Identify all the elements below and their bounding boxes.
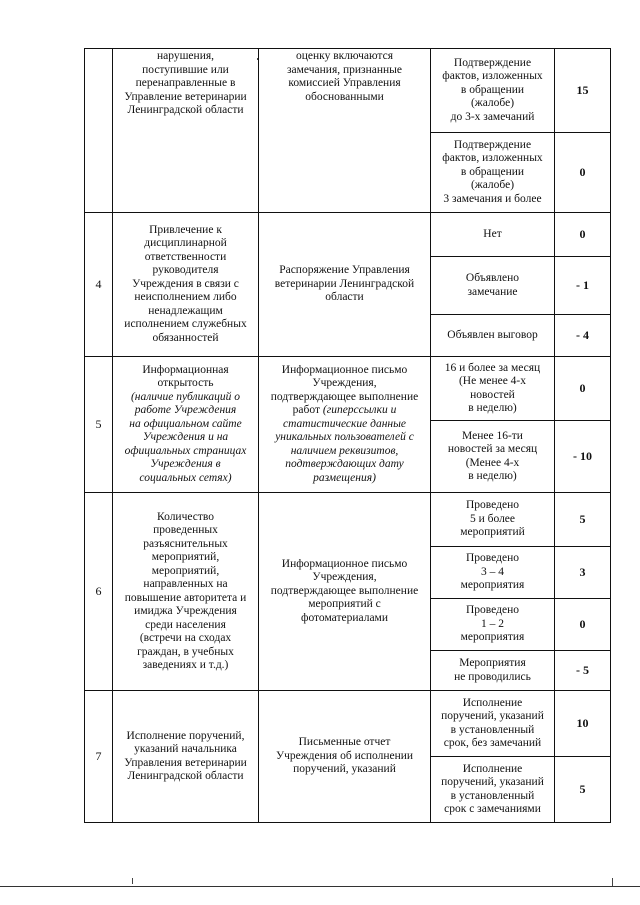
source-line: Информационное письмо (281, 557, 408, 570)
indicator-line: перенаправленные в (135, 77, 236, 89)
score-cell: - 4 (555, 315, 611, 357)
criterion-line: 5 и более (469, 512, 516, 525)
indicator-note-line: Учреждения и на (142, 431, 229, 444)
criterion-cell (431, 315, 555, 357)
criterion-line: 3 замечания и более (443, 192, 542, 205)
criterion-line: фактов, изложенных (442, 152, 543, 165)
criterion-line: срок, без замечаний (443, 737, 542, 749)
criterion-cell (431, 213, 555, 257)
source-line: замечания, признанные (287, 63, 402, 76)
indicator-note-line: (наличие публикаций о (130, 390, 241, 403)
score-cell: 0 (555, 599, 611, 651)
table-row (85, 691, 611, 757)
source-line (262, 404, 427, 418)
indicator-line: среди населения (145, 618, 226, 631)
source-line: подтверждающее выполнение (270, 584, 419, 597)
indicator-line: дисциплинарной (144, 237, 227, 250)
criterion-line: 1 – 2 (481, 617, 504, 630)
criterion-line: до 3-х замечаний (450, 110, 535, 123)
indicator-line: Управления ветеринарии (124, 756, 247, 769)
criterion-line: мероприятия (460, 579, 525, 592)
row-number-cell: 5 (85, 357, 113, 493)
indicator-line: открытость (157, 377, 214, 390)
criterion-line: в неделю) (468, 402, 517, 414)
indicator-cell (113, 691, 259, 823)
source-cell (259, 357, 431, 493)
criterion-line: мероприятий (460, 526, 525, 539)
indicator-note-line: на официальном сайте (129, 417, 242, 430)
score-cell: 0 (555, 133, 611, 213)
indicator-line: повышение авторитета и (124, 591, 247, 604)
criterion-line: Нет (483, 227, 502, 240)
indicator-cell (113, 213, 259, 357)
indicator-line: Исполнение поручений, (126, 729, 245, 742)
score-cell: - 10 (555, 421, 611, 493)
source-cell (259, 49, 431, 213)
scan-speck (257, 58, 258, 60)
source-line: оценку включаются (295, 50, 393, 62)
row-number-cell: 6 (85, 493, 113, 691)
criterion-line: новостей (470, 388, 515, 401)
indicator-line: Управление ветеринарии (124, 90, 247, 103)
indicator-line: неисполнением либо (134, 291, 237, 304)
source-line-text: работ (292, 404, 321, 417)
table-row (85, 49, 611, 133)
criterion-line: (жалобе) (470, 97, 515, 110)
indicator-line: мероприятий, (151, 551, 220, 563)
row-number-cell (85, 49, 113, 213)
criterion-line: Исполнение (462, 762, 523, 775)
row-number-cell: 4 (85, 213, 113, 357)
source-line: области (325, 291, 364, 304)
source-line: Распоряжение Управления (279, 264, 410, 277)
indicator-line: руководителя (152, 264, 219, 277)
source-note-line: уникальных пользователей с (275, 431, 414, 444)
indicator-note-line: официальных страницах (124, 444, 247, 457)
scan-speck (612, 878, 613, 886)
source-line: поручений, указаний (293, 763, 396, 776)
score-cell: 0 (555, 213, 611, 257)
source-line: фотоматериалами (301, 611, 388, 624)
criterion-cell (431, 691, 555, 757)
criterion-line: 3 – 4 (481, 565, 504, 578)
indicator-line: указаний начальника (134, 743, 237, 755)
source-note-line: подтверждающих дату (285, 458, 404, 471)
criterion-line: срок с замечаниями (444, 803, 541, 815)
indicator-line: Ленинградской области (127, 770, 244, 782)
indicator-line: имиджа Учреждения (134, 605, 237, 617)
criterion-line: Менее 16-ти (462, 429, 523, 442)
indicator-line: нарушения, (156, 50, 215, 62)
table-row (85, 493, 611, 547)
criterion-cell (431, 599, 555, 651)
criterion-line: в установленный (450, 789, 535, 802)
indicator-line: Информационная (142, 363, 229, 376)
indicator-line: ненадлежащим (148, 304, 223, 317)
criterion-cell (431, 133, 555, 213)
indicator-line: мероприятий, (151, 564, 220, 577)
score-cell: 3 (555, 547, 611, 599)
indicator-line: Привлечение к (149, 223, 222, 236)
indicator-line: Учреждения в связи с (132, 277, 239, 290)
criterion-cell (431, 257, 555, 315)
indicator-line: ответственности (144, 250, 227, 263)
source-note-line: размещения) (313, 471, 376, 484)
indicator-line: обязанностей (152, 331, 219, 344)
score-cell: 5 (555, 757, 611, 823)
source-line: комиссией Управления (288, 77, 401, 89)
source-line: ветеринарии Ленинградской (274, 277, 415, 290)
criterion-cell (431, 357, 555, 421)
indicator-note-line: работе Учреждения (134, 404, 237, 417)
criterion-cell (431, 493, 555, 547)
criterion-line: фактов, изложенных (442, 70, 543, 83)
indicator-line: Количество (157, 510, 214, 523)
table-row (85, 213, 611, 257)
indicator-note-line: Учреждения в (150, 458, 221, 471)
criterion-line: Проведено (466, 499, 519, 512)
score-cell: 5 (555, 493, 611, 547)
indicator-line: (встречи на сходах (139, 632, 232, 644)
criterion-line: Мероприятия (459, 657, 526, 669)
criterion-line: в установленный (450, 723, 535, 736)
criterion-cell (431, 547, 555, 599)
source-cell (259, 493, 431, 691)
criterion-line: Объявлено (465, 272, 520, 284)
criterion-line: (Не менее 4-х (458, 375, 527, 387)
indicator-cell (113, 493, 259, 691)
source-cell (259, 691, 431, 823)
source-note-line: наличием реквизитов, (290, 444, 399, 457)
criterion-line: 16 и более за месяц (444, 361, 541, 374)
indicator-line: проведенных (153, 524, 218, 536)
criterion-line: не проводились (454, 670, 531, 683)
criterion-cell (431, 651, 555, 691)
source-line: обоснованными (305, 90, 384, 103)
indicator-cell (113, 357, 259, 493)
criterion-line: мероприятия (460, 631, 525, 644)
criterion-cell (431, 421, 555, 493)
source-line: подтверждающее выполнение (270, 390, 419, 403)
source-note-line: статистические данные (282, 417, 407, 430)
source-line: мероприятий с (308, 598, 381, 611)
source-cell (259, 213, 431, 357)
scan-speck (132, 878, 133, 884)
indicator-line: поступившие или (142, 63, 229, 76)
evaluation-criteria-table (84, 48, 611, 823)
table-row (85, 357, 611, 421)
criterion-line: в неделю) (468, 470, 517, 482)
score-cell: 15 (555, 49, 611, 133)
criterion-line: (Менее 4-х (465, 456, 520, 469)
score-cell: 10 (555, 691, 611, 757)
indicator-line: Ленинградской области (127, 104, 244, 116)
source-line: Учреждения об исполнении (275, 749, 414, 762)
criterion-line: поручений, указаний (441, 710, 544, 722)
score-cell: - 1 (555, 257, 611, 315)
indicator-cell (113, 49, 259, 213)
indicator-line: исполнением служебных (124, 318, 247, 331)
row-number-cell: 7 (85, 691, 113, 823)
source-line: Учреждения, (312, 571, 377, 584)
scan-edge-line (0, 886, 640, 887)
score-cell: - 5 (555, 651, 611, 691)
criterion-line: замечание (467, 285, 518, 298)
criterion-line: Проведено (466, 552, 519, 565)
source-line: Учреждения, (312, 377, 377, 390)
indicator-note-line: социальных сетях) (139, 471, 232, 484)
source-note-text: (гиперссылки и (322, 404, 397, 417)
source-line: Письменные отчет (298, 736, 391, 749)
criterion-line: в обращении (460, 83, 525, 96)
criterion-cell (431, 757, 555, 823)
criterion-line: поручений, указаний (441, 776, 544, 788)
criterion-line: (жалобе) (470, 179, 515, 192)
criterion-line: Подтверждение (453, 138, 532, 151)
criterion-line: новостей за месяц (447, 443, 538, 455)
criterion-line: Подтверждение (453, 56, 532, 69)
criterion-line: Объявлен выговор (447, 328, 538, 341)
score-cell: 0 (555, 357, 611, 421)
criterion-line: Проведено (466, 604, 519, 617)
criterion-line: в обращении (460, 165, 525, 178)
criterion-cell (431, 49, 555, 133)
indicator-line: направленных на (143, 578, 228, 590)
source-line: Информационное письмо (281, 363, 408, 376)
criterion-line: Исполнение (462, 696, 523, 709)
indicator-line: разъяснительных (143, 537, 228, 550)
indicator-line: заведениях и т.д.) (142, 659, 229, 671)
indicator-line: граждан, в учебных (137, 645, 234, 658)
